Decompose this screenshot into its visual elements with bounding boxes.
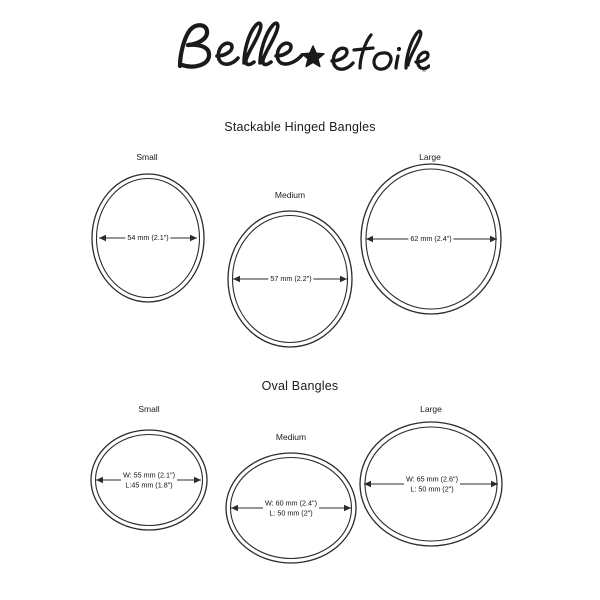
dimension-line: L: 50 mm (2") xyxy=(410,484,454,493)
svg-text:®: ® xyxy=(422,68,427,74)
brand-logo xyxy=(0,18,600,80)
dimension-oval-medium xyxy=(263,498,319,517)
dimension-line: L:45 mm (1.8") xyxy=(125,480,173,489)
size-label-oval-large: Large xyxy=(420,404,442,414)
dimension-hinged-medium xyxy=(268,274,313,284)
size-label-oval-medium: Medium xyxy=(275,432,307,442)
size-label-hinged-medium: Medium xyxy=(274,190,306,200)
section-title-hinged-bangles: Stackable Hinged Bangles xyxy=(224,120,376,134)
dimension-line: W: 65 mm (2.6") xyxy=(406,474,458,484)
dimension-hinged-large xyxy=(408,234,453,244)
dimension-hinged-small xyxy=(125,233,170,243)
section-title-oval-bangles: Oval Bangles xyxy=(261,379,339,393)
dimension-oval-small xyxy=(121,470,177,489)
size-label-oval-small: Small xyxy=(138,404,160,414)
size-label-hinged-large: Large xyxy=(419,152,441,162)
dimension-line: W: 60 mm (2.4") xyxy=(265,498,317,508)
dimension-line: 62 mm (2.4") xyxy=(410,234,452,244)
dimension-line: 54 mm (2.1") xyxy=(127,233,169,243)
size-label-hinged-small: Small xyxy=(136,152,158,162)
dimension-line: W: 55 mm (2.1") xyxy=(123,470,175,480)
dimension-oval-large xyxy=(404,474,460,493)
dimension-line: 57 mm (2.2") xyxy=(270,274,312,284)
dimension-line: L: 50 mm (2") xyxy=(269,508,313,517)
